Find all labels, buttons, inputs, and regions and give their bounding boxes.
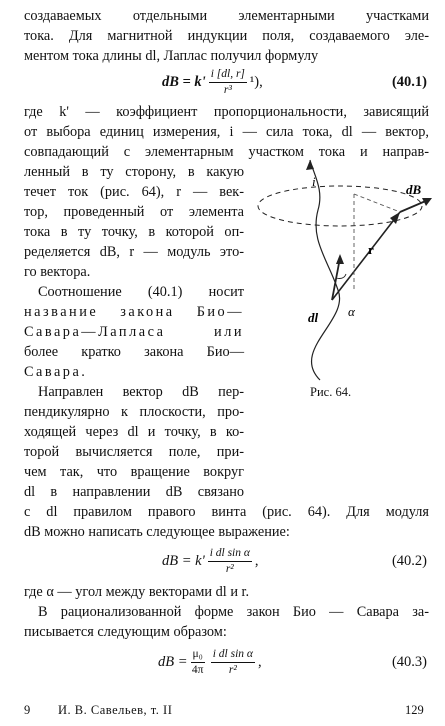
text-line: Савара. [24,364,88,380]
equation-number: (40.2) [391,553,427,569]
text-line: тока в ту точку, в которой оп- [24,224,244,240]
label-alpha: α [348,304,355,319]
coefficient-fraction [191,648,205,677]
text-line: ходящей через dl и точку, в ко- [24,424,244,440]
text-line: писывается следующим образом: [24,624,227,640]
text-line: ленный в ту сторону, в какую [24,164,244,180]
text-line: более кратко закона Био— [24,344,244,360]
text-line: В рационализованной форме закон Био — Савара за- [38,604,429,620]
equation-fraction [208,547,252,576]
text-line: течет ток (рис. 64), r — век- [24,184,244,200]
text-line: пендикулярно к плоскости, про- [24,404,244,420]
plane-dashed-line [354,194,400,212]
fraction-numerator: i [dl, r] [209,68,247,83]
dl-arrowhead [336,254,344,264]
text-line: dl в направлении dB связано [24,484,244,500]
text-line: с dl правилом правого винта (рис. 64). Для модуля [24,504,429,520]
equation-fraction [211,648,255,677]
equation-fraction [209,68,247,97]
text-line: Направлен вектор dB пер- [38,384,244,400]
text-line: dB можно написать следующее выражение: [24,524,290,540]
coefficient-numerator: μ₀ [191,648,205,663]
equation-tail: , [254,553,259,569]
equation-number: (40.1) [391,74,427,90]
footer-signature: 9 [24,703,31,717]
text-line: создаваемых отдельными элементарными участками [24,8,429,24]
equation-lhs: dB = [158,654,188,670]
field-line-ellipse [258,186,422,226]
coefficient-denominator: 4π [191,663,204,676]
equation-40-3-visible [0,642,445,682]
text-line: от выбора единиц измерения, i — сила тока, dl — вектор, [24,124,429,140]
label-db: dB [406,182,422,197]
text-line: чем так, что вращение вокруг [24,464,244,480]
label-dl: dl [308,310,319,325]
equation-40-1 [0,62,445,102]
equation-40-2 [0,541,445,581]
text-line: ределяется dB, r — модуль это- [24,244,244,260]
equation-tail: ¹), [249,74,263,90]
equation-number: (40.3) [391,654,427,670]
equation-lhs: dB = k' [162,553,205,569]
text-line: Соотношение (40.1) носит [38,284,244,300]
footer-page-number: 129 [405,703,424,717]
label-r: r [368,242,374,257]
text-line: тока. Для магнитной индукции поля, создаваемого эле- [24,28,429,44]
fraction-denominator: r² [228,663,237,676]
equation-tail: , [257,654,262,670]
text-line: название закона Био— [24,304,244,320]
current-path [310,160,340,380]
text-line: ментом тока длины dl, Лаплас получил формулу [24,48,319,64]
radius-vector [332,212,400,300]
db-vector [400,200,428,212]
fraction-denominator: r³ [223,83,232,96]
text-line: Савара—Лапласа или [24,324,244,340]
equation-lhs: dB = k' [162,74,206,90]
label-i: i [312,174,316,189]
footer-author: И. В. Савельев, т. II [58,703,173,717]
text-line: торой вычисляется поле, при- [24,444,244,460]
figure-64 [250,150,440,400]
current-arrowhead [306,160,314,170]
text-line: совпадающий с элементарным участком тока и направ- [24,144,429,160]
text-line: го вектора. [24,264,91,280]
text-line: где α — угол между векторами dl и r. [24,584,250,600]
fraction-numerator: i dl sin α [208,547,252,562]
fraction-denominator: r² [225,562,234,575]
text-line: тор, проведенный от элемента [24,204,244,220]
figure-caption: Рис. 64. [310,385,352,399]
fraction-numerator: i dl sin α [211,648,255,663]
text-line: где k' — коэффициент пропорциональности, зависящий [24,104,429,120]
